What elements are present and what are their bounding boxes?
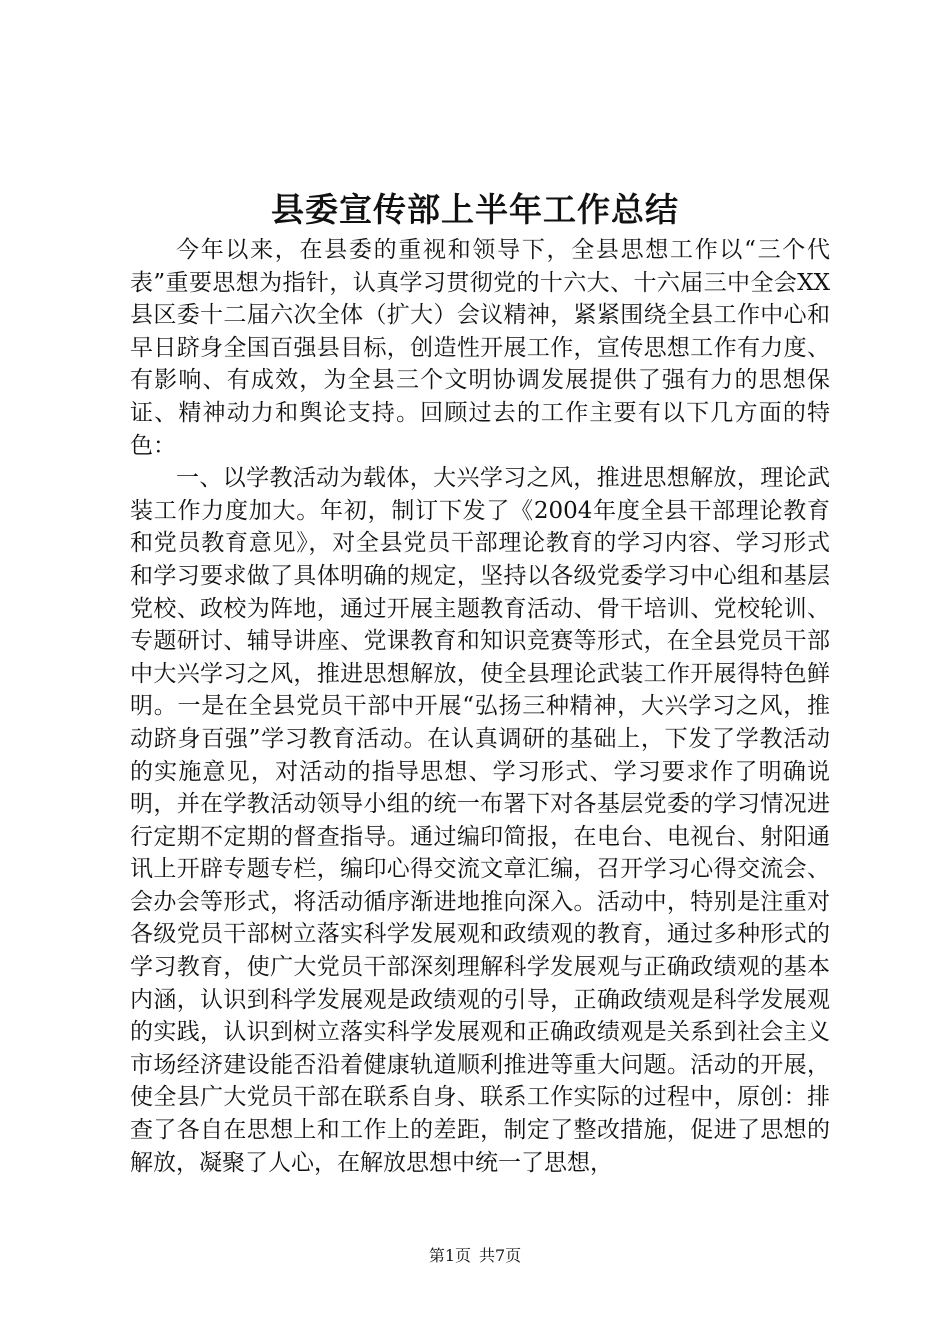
document-title: 县委宣传部上半年工作总结: [271, 190, 679, 229]
page-number-current: 第1页: [428, 1246, 471, 1265]
page-footer: [0, 1246, 950, 1266]
paragraph-section-one: 一、以学教活动为载体，大兴学习之风，推进思想解放，理论武装工作力度加大。年初，制订下发了《2004年度全县干部理论教育和党员教育意见》，对全县党员干部理论教育的学习内容、学习形式和学习要求做了具体明确的规定，坚持以各级党委学习中心组和基层党校、政校为阵地，通过开展主题教育活动、骨干培训、党校轮训、专题研讨、辅导讲座、党课教育和知识竞赛等形式，在全县党员干部中大兴学习之风，推进思想解放，使全县理论武装工作开展得特色鲜明。一是在全县党员干部中开展“弘扬三种精神，大兴学习之风，推动跻身百强”学习教育活动。在认真调研的基础上，下发了学教活动的实施意见，对活动的指导思想、学习形式、学习要求作了明确说明，并在学教活动领导小组的统一布署下对各基层党委的学习情况进行定期不定期的督查指导。通过编印简报，在电台、电视台、射阳通讯上开辟专题专栏，编印心得交流文章汇编，召开学习心得交流会、会办会等形式，将活动循序渐进地推向深入。活动中，特别是注重对各级党员干部树立落实科学发展观和政绩观的教育，通过多种形式的学习教育，使广大党员干部深刻理解科学发展观与正确政绩观的基本内涵，认识到科学发展观是政绩观的引导，正确政绩观是科学发展观的实践，认识到树立落实科学发展观和正确政绩观是关系到社会主义市场经济建设能否沿着健康轨道顺利推进等重大问题。活动的开展，使全县广大党员干部在联系自身、联系工作实际的过程中，原创：排查了各自在思想上和工作上的差距，制定了整改措施，促进了思想的解放，凝聚了人心，在解放思想中统一了思想，: [130, 465, 830, 1176]
paragraph-intro: 今年以来，在县委的重视和领导下，全县思想工作以“三个代表”重要思想为指针，认真学习贯彻党的十六大、十六届三中全会XX县区委十二届六次全体（扩大）会议精神，紧紧围绕全县工作中心和早日跻身全国百强县目标，创造性开展工作，宣传思想工作有力度、有影响、有成效，为全县三个文明协调发展提供了强有力的思想保证、精神动力和舆论支持。回顾过去的工作主要有以下几方面的特色：: [130, 237, 830, 459]
page-number-total: 共7页: [479, 1246, 522, 1265]
document-body: [130, 234, 830, 1179]
